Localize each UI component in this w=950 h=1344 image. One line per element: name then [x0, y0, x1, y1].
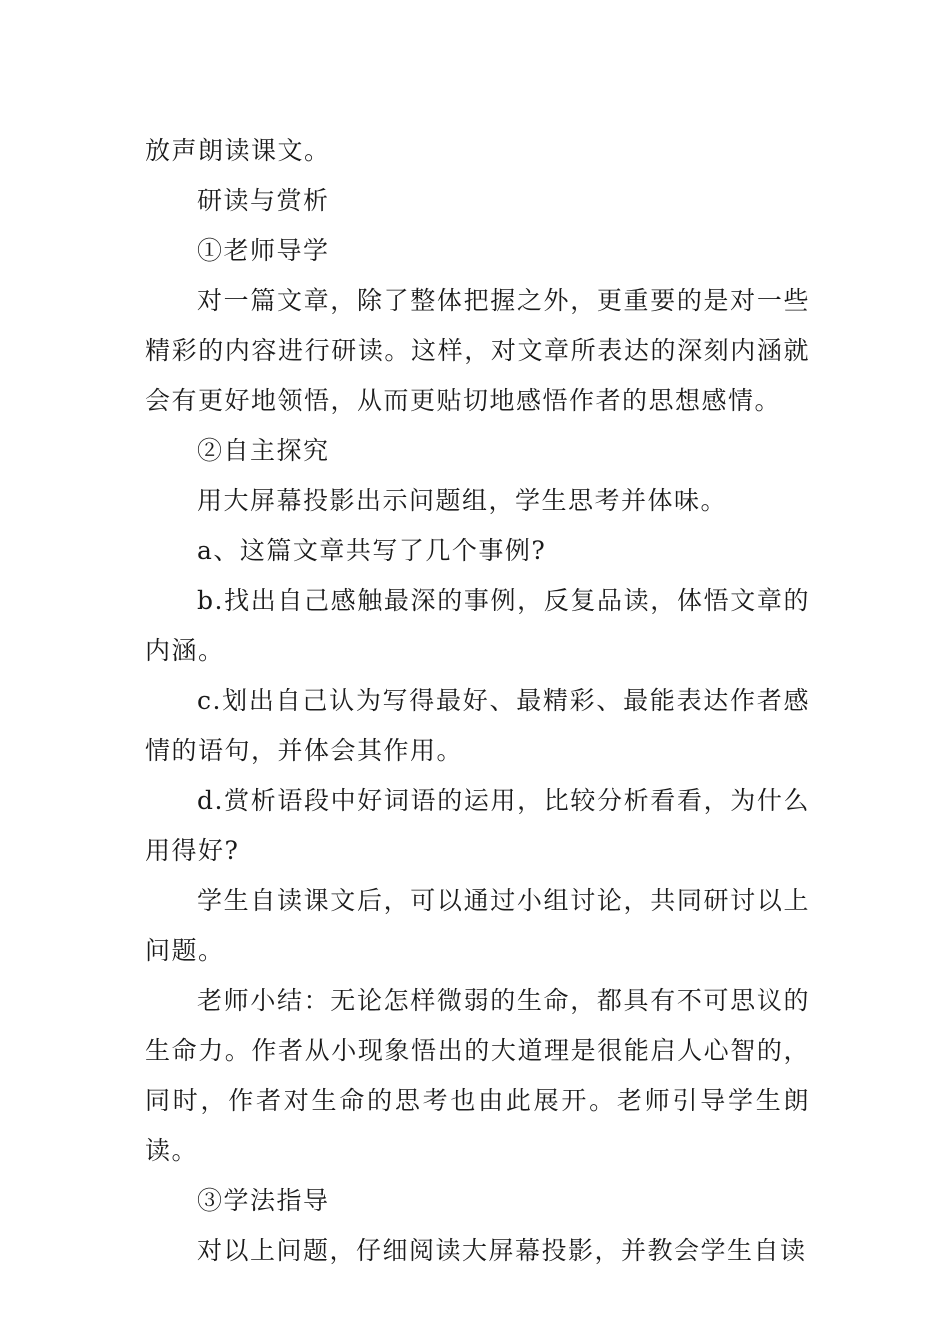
- paragraph-teacher-summary: 老师小结：无论怎样微弱的生命，都具有不可思议的生命力。作者从小现象悟出的大道理是很能启人心智的，同时，作者对生命的思考也由此展开。老师引导学生朗读。: [145, 986, 810, 1165]
- subheading-self-exploration: ②自主探究: [197, 436, 330, 465]
- question-item-a: a、这篇文章共写了几个事例?: [197, 536, 547, 565]
- paragraph-study-method: 对以上问题，仔细阅读大屏幕投影，并教会学生自读: [197, 1236, 807, 1265]
- paragraph-question-intro: 用大屏幕投影出示问题组，学生思考并体味。: [197, 486, 728, 515]
- question-item-d: d.赏析语段中好词语的运用，比较分析看看，为什么用得好?: [145, 786, 810, 865]
- paragraph-teacher-guide: 对一篇文章，除了整体把握之外，更重要的是对一些精彩的内容进行研读。这样，对文章所表达的深刻内涵就会有更好地领悟，从而更贴切地感悟作者的思想感情。: [145, 286, 810, 415]
- question-item-b: b.找出自己感触最深的事例，反复品读，体悟文章的内涵。: [145, 586, 810, 665]
- paragraph-group-discussion: 学生自读课文后，可以通过小组讨论，共同研讨以上问题。: [145, 886, 810, 965]
- paragraph-read-aloud: 放声朗读课文。: [145, 136, 331, 165]
- document-body: [145, 126, 810, 1276]
- subheading-teacher-guide: ①老师导学: [197, 236, 330, 265]
- question-item-c: c.划出自己认为写得最好、最精彩、最能表达作者感情的语句，并体会其作用。: [145, 686, 810, 765]
- section-heading-study-appreciation: 研读与赏析: [197, 186, 330, 215]
- subheading-study-method: ③学法指导: [197, 1186, 330, 1215]
